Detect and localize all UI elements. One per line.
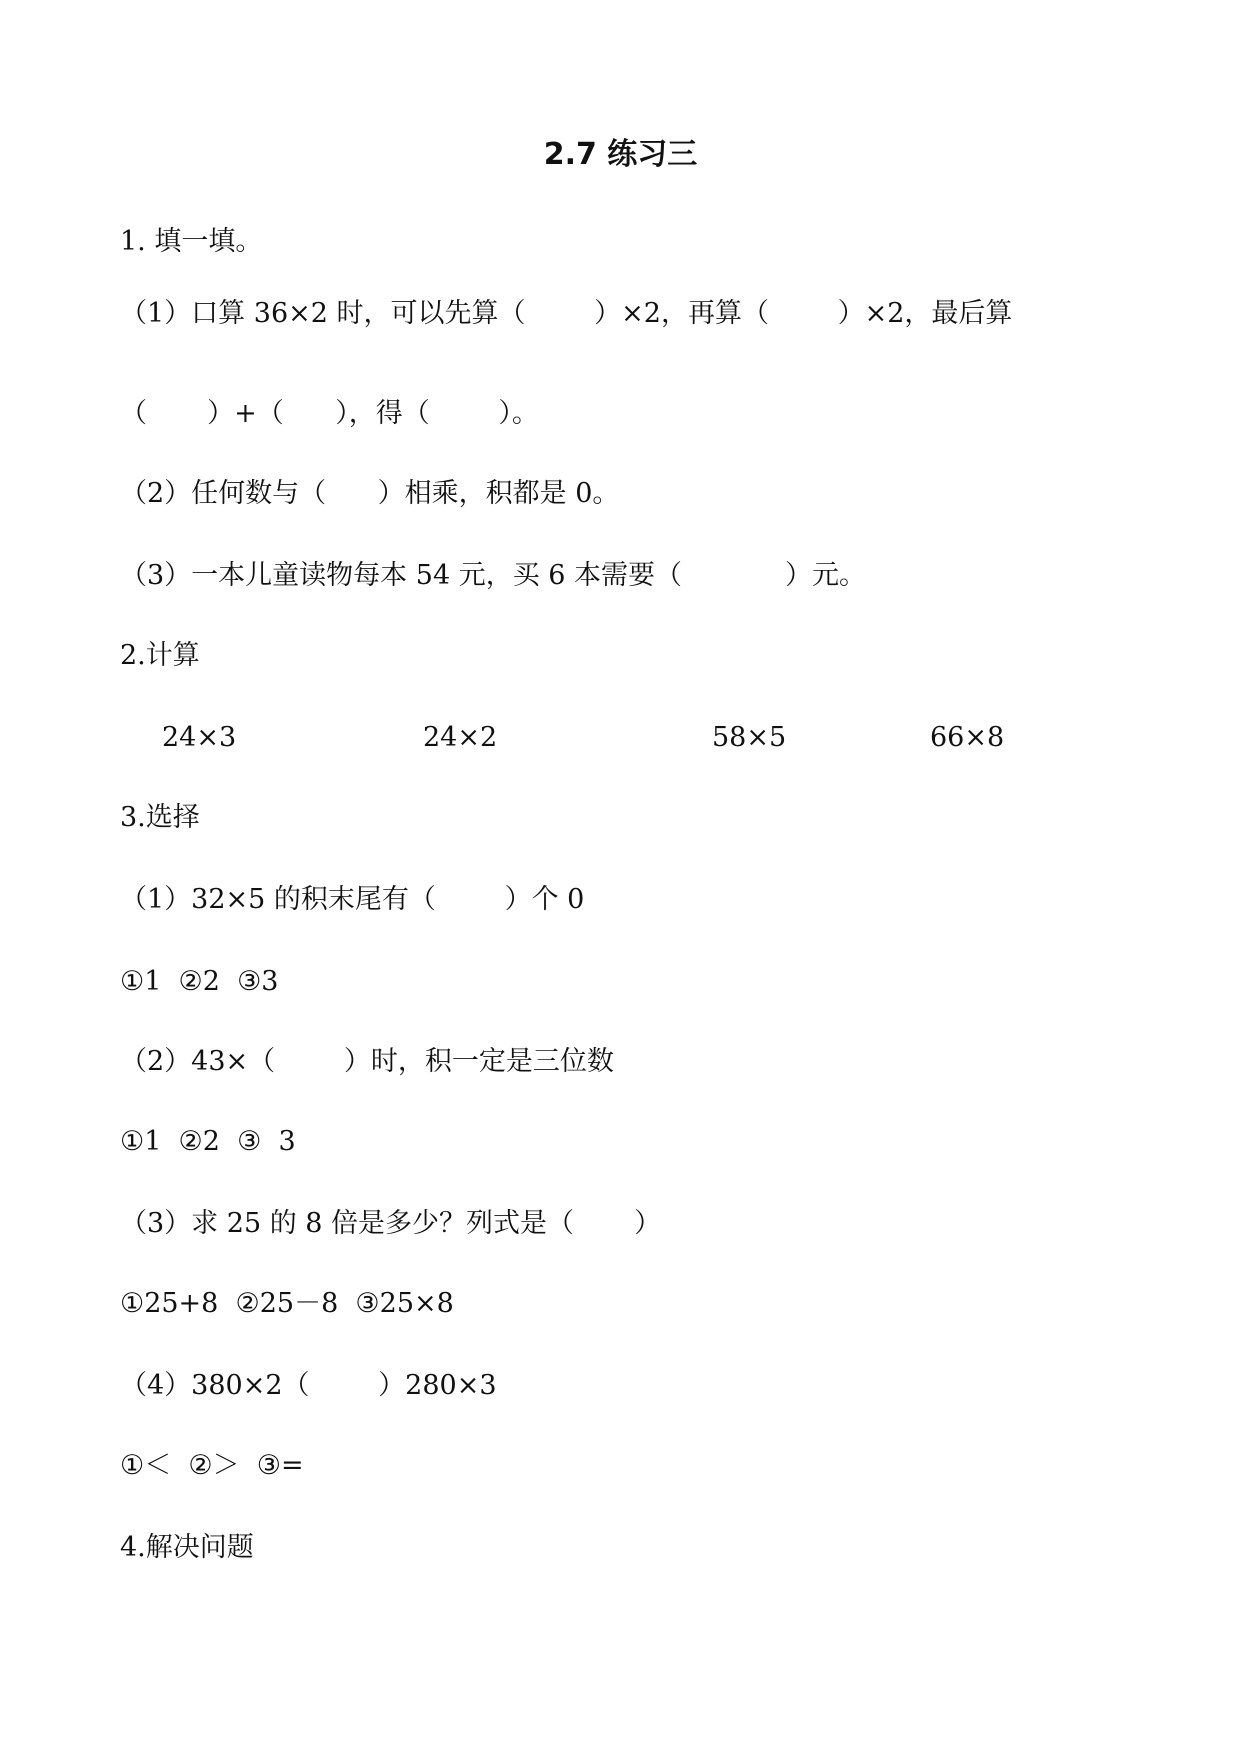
choice-question-3: （3）求 25 的 8 倍是多少？列式是（ ） — [120, 1208, 662, 1239]
choice-question-4: （4）380×2（ ）280×3 — [120, 1370, 497, 1401]
fill-question-1-line-2: （ ）+（ ），得（ ）。 — [120, 398, 539, 429]
choice-question-3-options: ①25+8 ②25－8 ③25×8 — [120, 1288, 454, 1319]
choice-question-1-options: ①1 ②2 ③3 — [120, 966, 279, 997]
choice-question-4-options: ①＜ ②＞ ③= — [120, 1450, 304, 1481]
section-4-heading: 4.解决问题 — [120, 1532, 254, 1563]
worksheet-title: 2.7 练习三 — [543, 137, 698, 172]
choice-question-2: （2）43×（ ）时，积一定是三位数 — [120, 1046, 614, 1077]
section-2-heading: 2.计算 — [120, 640, 200, 671]
calc-item-4: 66×8 — [930, 722, 1005, 753]
choice-question-2-options: ①1 ②2 ③ 3 — [120, 1126, 296, 1157]
fill-question-3: （3）一本儿童读物每本 54 元，买 6 本需要（ ）元。 — [120, 560, 867, 591]
fill-question-2: （2）任何数与（ ）相乘，积都是 0。 — [120, 478, 620, 509]
choice-question-1: （1）32×5 的积末尾有（ ）个 0 — [120, 884, 585, 915]
section-3-heading: 3.选择 — [120, 802, 200, 833]
fill-question-1-line-1: （1）口算 36×2 时，可以先算（ ）×2，再算（ ）×2，最后算 — [120, 298, 1013, 329]
calc-item-3: 58×5 — [712, 722, 787, 753]
section-1-heading: 1. 填一填。 — [120, 226, 263, 257]
calc-item-2: 24×2 — [423, 722, 498, 753]
calc-item-1: 24×3 — [162, 722, 237, 753]
